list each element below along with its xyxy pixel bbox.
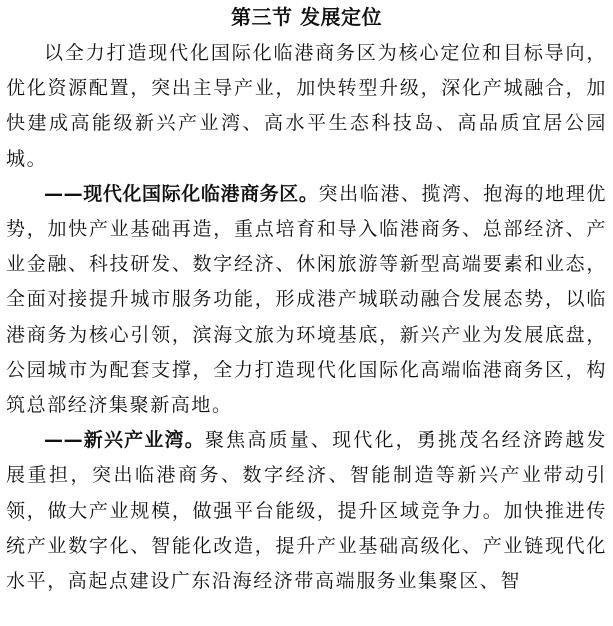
section-title: 第三节 发展定位 bbox=[231, 5, 382, 29]
paragraph-body-commerce-zone: 突出临港、揽湾、抱海的地理优势，加快产业基础再造，重点培育和导入临港商务、总部经济、产业金融、科技研发、数字经济、休闲旅游等新型高端要素和业态，全面对接提升城市服务功能，形成港产城联动融合发展态势，以临港商务为核心引领，滨海文旅为环境基底，新兴产业为发展底盘，公园城市为配套支撑，全力打造现代化国际化高端临港商务区，构筑总部经济集聚新高地。 bbox=[6, 182, 607, 417]
paragraph-intro: 以全力打造现代化国际化临港商务区为核心定位和目标导向，优化资源配置，突出主导产业，加快转型升级，深化产城融合，加快建成高能级新兴产业湾、高水平生态科技岛、高品质宜居公园城。 bbox=[6, 42, 607, 170]
paragraph-emerging-industry-bay bbox=[6, 423, 607, 599]
paragraph-lead-commerce-zone: ——现代化国际化临港商务区。 bbox=[44, 182, 319, 205]
paragraph-body-emerging-industry-bay: 聚焦高质量、现代化，勇挑茂名经济跨越发展重担，突出临港商务、数字经济、智能制造等新兴产业带动引领，做大产业规模，做强平台能级，提升区域竞争力。加快推进传统产业数字化、智能化改造，提升产业基础高级化、产业链现代化水平，高起点建设广东沿海经济带高端服务业集聚区、智 bbox=[6, 429, 607, 593]
paragraph-lead-emerging-industry-bay: ——新兴产业湾。 bbox=[44, 429, 205, 452]
paragraph-commerce-zone bbox=[6, 177, 607, 423]
